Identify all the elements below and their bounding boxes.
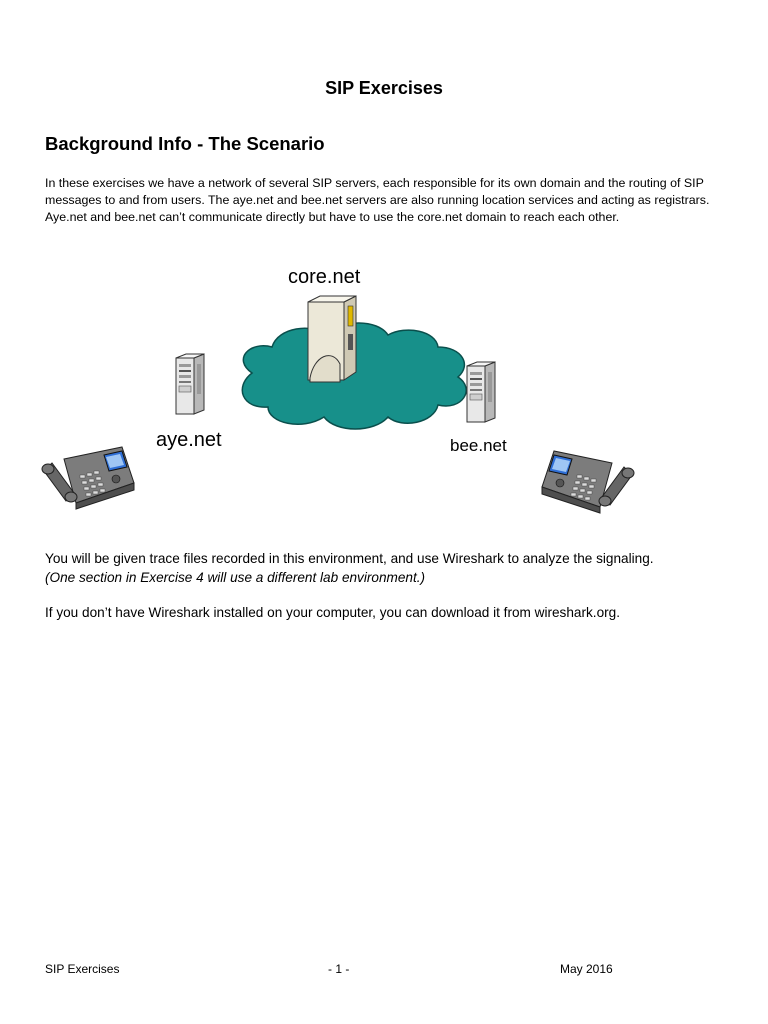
footer-title: SIP Exercises bbox=[45, 962, 120, 976]
server-icon bbox=[467, 362, 495, 422]
wireshark-paragraph: If you don’t have Wireshark installed on your computer, you can download it from wireshark.org. bbox=[45, 605, 620, 620]
trace-text: You will be given trace files recorded in this environment, and use Wireshark to analyze the signaling. bbox=[45, 551, 654, 566]
ip-phone-icon bbox=[42, 447, 134, 509]
page-number: - 1 - bbox=[328, 962, 350, 976]
aye-net-label: aye.net bbox=[156, 429, 222, 451]
section-heading: Background Info - The Scenario bbox=[45, 133, 325, 154]
document-title: SIP Exercises bbox=[325, 78, 443, 98]
footer-date: May 2016 bbox=[560, 962, 613, 976]
trace-note: (One section in Exercise 4 will use a different lab environment.) bbox=[45, 570, 426, 585]
server-icon bbox=[308, 296, 356, 382]
ip-phone-icon bbox=[542, 451, 634, 513]
network-diagram bbox=[40, 255, 640, 530]
trace-paragraph bbox=[45, 549, 745, 587]
intro-paragraph: In these exercises we have a network of several SIP servers, each responsible for its own domain and the routing of SIP messages to and from users. The aye.net and bee.net servers are also running location services and acting as registrars. Aye.net and bee.net can’t communicate directly but have to use the core.net domain to reach each other. bbox=[45, 176, 710, 224]
server-icon bbox=[176, 354, 204, 414]
bee-net-label: bee.net bbox=[450, 436, 507, 455]
core-net-label: core.net bbox=[288, 266, 361, 288]
